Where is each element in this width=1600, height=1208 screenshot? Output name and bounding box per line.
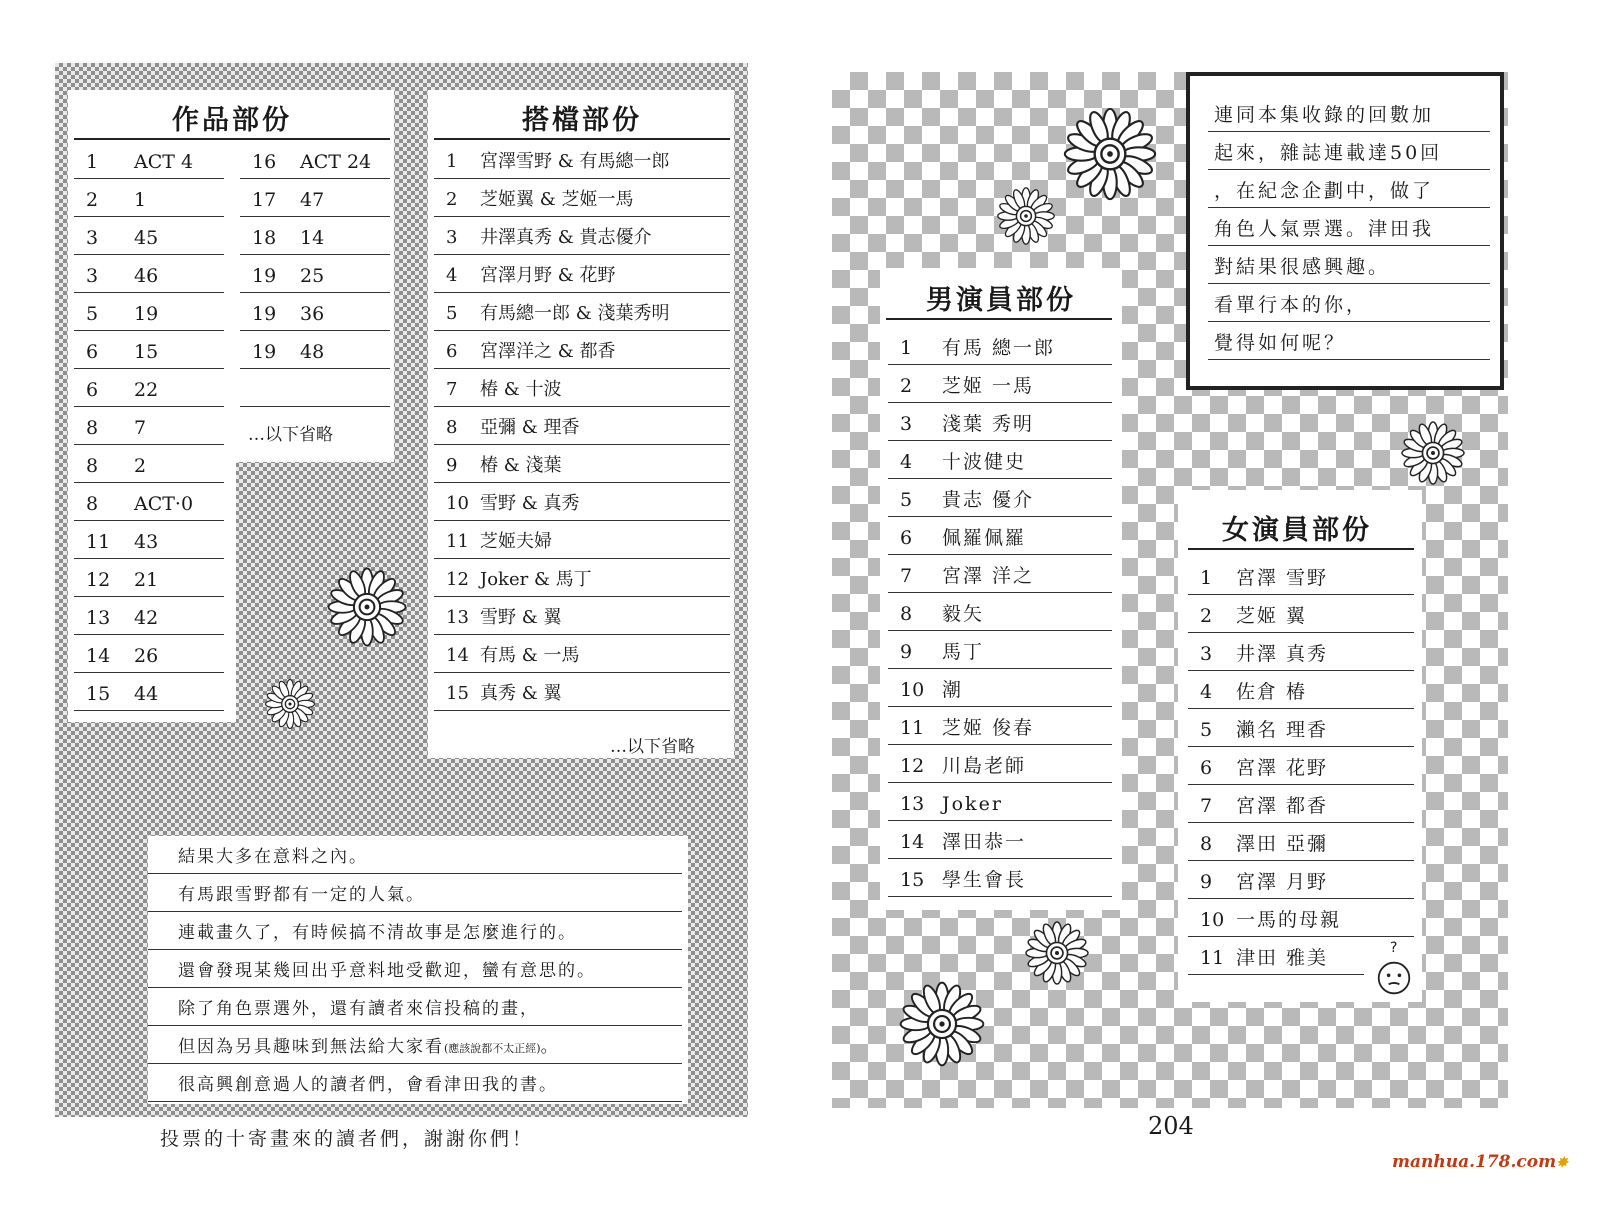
partner-row [434, 330, 730, 369]
male-name: 芝姬 一馬 [942, 375, 1035, 397]
female-actor-row [1188, 936, 1364, 975]
flower-icon [326, 566, 408, 648]
female-actor-row [1188, 670, 1414, 709]
flower-icon [996, 186, 1056, 246]
partner-rank: 9 [446, 455, 458, 476]
works-row [74, 178, 224, 217]
works-rank: 8 [86, 417, 99, 439]
female-rank: 11 [1200, 947, 1225, 969]
female-rank: 8 [1200, 833, 1213, 855]
flower-icon [1062, 106, 1158, 202]
partner-names: 芝姬翼 & 芝姬一馬 [480, 189, 634, 210]
works-rank: 3 [86, 227, 99, 249]
male-actor-row [888, 630, 1112, 669]
works-value: 21 [134, 569, 159, 591]
works-rank: 13 [86, 607, 111, 629]
works-title: 作品部份 [74, 98, 390, 140]
female-name: 宮澤 月野 [1236, 871, 1329, 893]
male-rank: 6 [900, 527, 913, 549]
partner-rank: 14 [446, 645, 469, 666]
female-actor-row [1188, 784, 1414, 823]
partner-row [434, 216, 730, 255]
male-rank: 11 [900, 717, 925, 739]
works-value: ACT 24 [300, 151, 372, 173]
works-row [74, 444, 224, 483]
works-row [240, 330, 390, 369]
male-actor-row [888, 668, 1112, 707]
intro-line: 看單行本的你， [1208, 284, 1490, 322]
comment-text: 除了角色票選外，還有讀者來信投稿的畫， [178, 999, 539, 1019]
intro-line: 連同本集收錄的回數加 [1208, 94, 1490, 132]
female-actor-row [1188, 822, 1414, 861]
male-actor-row [888, 744, 1112, 783]
works-rank: 19 [252, 303, 277, 325]
female-actor-row [1188, 594, 1414, 633]
comment-panel [148, 836, 688, 1104]
works-value: 45 [134, 227, 159, 249]
male-name: 宮澤 洋之 [942, 565, 1035, 587]
works-rank: 16 [252, 151, 277, 173]
works-rank: 18 [252, 227, 277, 249]
comment-text: 還會發現某幾回出乎意料地受歡迎，蠻有意思的。 [178, 961, 596, 981]
partner-rank: 7 [446, 379, 458, 400]
partner-row [434, 178, 730, 217]
male-rank: 13 [900, 793, 925, 815]
partner-names: 有馬 & 一馬 [480, 645, 580, 666]
works-rank: 1 [86, 151, 99, 173]
comment-line [148, 836, 682, 874]
male-title-rule [886, 318, 1112, 320]
male-rank: 9 [900, 641, 913, 663]
star-icon: ✸ [1556, 1155, 1568, 1171]
partner-row [434, 140, 730, 179]
comment-line [148, 950, 682, 988]
works-rank: 2 [86, 189, 99, 211]
works-value: 19 [134, 303, 159, 325]
works-row [240, 140, 390, 179]
works-value: 44 [134, 683, 159, 705]
works-value: 7 [134, 417, 147, 439]
partner-rank: 1 [446, 151, 458, 172]
thanks-footer: 投票的十寄畫來的讀者們，謝謝你們！ [160, 1128, 535, 1150]
male-name: 芝姬 俊春 [942, 717, 1035, 739]
partner-row [434, 254, 730, 293]
partner-names: 雪野 & 真秀 [480, 493, 580, 514]
male-rank: 5 [900, 489, 913, 511]
comment-aside: (應該說都不太正經) [444, 1042, 541, 1055]
works-value: 36 [300, 303, 325, 325]
male-name: 十波健史 [942, 451, 1027, 473]
comment-text: 連載畫久了，有時候搞不清故事是怎麼進行的。 [178, 923, 577, 943]
works-rank: 15 [86, 683, 111, 705]
male-name: Joker [942, 793, 1003, 815]
female-title-rule [1188, 548, 1414, 550]
male-actor-row [888, 554, 1112, 593]
male-actor-row [888, 364, 1112, 403]
partner-rank: 2 [446, 189, 458, 210]
female-name: 瀨名 理香 [1236, 719, 1329, 741]
female-name: 井澤 真秀 [1236, 643, 1329, 665]
intro-line: 角色人氣票選。津田我 [1208, 208, 1490, 246]
male-rank: 1 [900, 337, 913, 359]
partner-rank: 11 [446, 531, 469, 552]
male-name: 學生會長 [942, 869, 1027, 891]
partner-names: 宮澤雪野 & 有馬總一郎 [480, 151, 670, 172]
female-rank: 3 [1200, 643, 1213, 665]
watermark-text: manhua.178.com [1392, 1152, 1557, 1172]
intro-line: 對結果很感興趣。 [1208, 246, 1490, 284]
comment-text: 但因為另具趣味到無法給大家看 [178, 1037, 444, 1057]
male-actor-row [888, 820, 1112, 859]
partner-row [434, 444, 730, 483]
works-value: 43 [134, 531, 159, 553]
partner-row [434, 596, 730, 635]
works-row [74, 254, 224, 293]
works-rank: 8 [86, 455, 99, 477]
works-omitted-note: …以下省略 [248, 425, 333, 445]
works-row [74, 330, 224, 369]
works-value: ACT 4 [134, 151, 194, 173]
female-rank: 10 [1200, 909, 1225, 931]
male-name: 潮 [942, 679, 964, 701]
works-value: 47 [300, 189, 325, 211]
partner-names: 芝姬夫婦 [480, 531, 552, 552]
partner-names: 井澤真秀 & 貴志優介 [480, 227, 652, 248]
works-row [74, 292, 224, 331]
partner-names: 雪野 & 翼 [480, 607, 562, 628]
female-rank: 6 [1200, 757, 1213, 779]
works-value: 14 [300, 227, 325, 249]
partner-rank: 6 [446, 341, 458, 362]
watermark [1392, 1152, 1568, 1172]
works-rank: 19 [252, 265, 277, 287]
intro-box [1186, 72, 1504, 390]
comment-text: 結果大多在意料之內。 [178, 847, 368, 867]
works-row [74, 672, 224, 711]
partners-title: 搭檔部份 [434, 98, 730, 140]
partner-names: Joker & 馬丁 [480, 569, 592, 590]
female-name: 芝姬 翼 [1236, 605, 1308, 627]
female-rank: 4 [1200, 681, 1213, 703]
works-row-empty [240, 368, 390, 407]
female-name: 津田 雅美 [1236, 947, 1329, 969]
works-row [240, 292, 390, 331]
male-name: 有馬 總一郎 [942, 337, 1056, 359]
works-row [74, 216, 224, 255]
question-mark: ? [1390, 940, 1398, 956]
works-rank: 14 [86, 645, 111, 667]
works-rank: 12 [86, 569, 111, 591]
smiley-face-icon [1376, 960, 1412, 1000]
male-actor-row [888, 478, 1112, 517]
male-name: 佩羅佩羅 [942, 527, 1027, 549]
works-row [74, 406, 224, 445]
male-actor-row [888, 326, 1112, 365]
works-row [74, 520, 224, 559]
male-rank: 2 [900, 375, 913, 397]
works-row [240, 254, 390, 293]
works-row [74, 634, 224, 673]
works-value: 26 [134, 645, 159, 667]
works-row [74, 140, 224, 179]
male-rank: 10 [900, 679, 925, 701]
female-rank: 2 [1200, 605, 1213, 627]
partner-rank: 15 [446, 683, 469, 704]
male-name: 貴志 優介 [942, 489, 1035, 511]
works-rank: 8 [86, 493, 99, 515]
intro-line: ，在紀念企劃中，做了 [1208, 170, 1490, 208]
works-row [74, 558, 224, 597]
comment-line [148, 1064, 682, 1102]
male-name: 毅矢 [942, 603, 985, 625]
male-title: 男演員部份 [926, 285, 1076, 316]
works-row [74, 368, 224, 407]
male-actor-row [888, 516, 1112, 555]
partner-names: 宮澤月野 & 花野 [480, 265, 616, 286]
male-actor-row [888, 592, 1112, 631]
male-rank: 4 [900, 451, 913, 473]
female-rank: 5 [1200, 719, 1213, 741]
works-row [240, 178, 390, 217]
partner-rank: 8 [446, 417, 458, 438]
flower-icon [1400, 420, 1466, 486]
works-rank: 19 [252, 341, 277, 363]
comment-line [148, 874, 682, 912]
intro-line: 起來，雜誌連載達50回 [1208, 132, 1490, 170]
female-actor-row [1188, 746, 1414, 785]
female-actor-row [1188, 632, 1414, 671]
works-rank: 3 [86, 265, 99, 287]
flower-icon [898, 980, 986, 1068]
female-rank: 9 [1200, 871, 1213, 893]
partner-row [434, 292, 730, 331]
page-number: 204 [1148, 1112, 1194, 1140]
comment-text: 有馬跟雪野都有一定的人氣。 [178, 885, 425, 905]
partner-row [434, 672, 730, 711]
comment-text: 很高興創意過人的讀者們，會看津田我的書。 [178, 1075, 558, 1095]
works-row [240, 216, 390, 255]
partner-rank: 10 [446, 493, 469, 514]
female-name: 一馬的母親 [1236, 909, 1342, 931]
partner-names: 椿 & 淺葉 [480, 455, 562, 476]
partner-names: 亞彌 & 理香 [480, 417, 580, 438]
flower-icon [264, 678, 316, 730]
male-name: 澤田恭一 [942, 831, 1027, 853]
female-actor-row [1188, 556, 1414, 595]
works-value: 25 [300, 265, 325, 287]
male-rank: 14 [900, 831, 925, 853]
male-actor-row [888, 402, 1112, 441]
works-row [74, 596, 224, 635]
comment-line [148, 912, 682, 950]
comment-line [148, 988, 682, 1026]
works-rank: 17 [252, 189, 277, 211]
male-actor-row [888, 440, 1112, 479]
male-actor-row [888, 706, 1112, 745]
female-name: 澤田 亞彌 [1236, 833, 1329, 855]
partner-row [434, 406, 730, 445]
works-rank: 5 [86, 303, 99, 325]
partner-row [434, 368, 730, 407]
works-value: 48 [300, 341, 325, 363]
partner-names: 真秀 & 翼 [480, 683, 562, 704]
works-value: ACT·0 [134, 493, 194, 515]
works-rank: 6 [86, 341, 99, 363]
works-rank: 6 [86, 379, 99, 401]
female-actor-row [1188, 708, 1414, 747]
female-rank: 1 [1200, 567, 1213, 589]
partner-row [434, 558, 730, 597]
partner-names: 有馬總一郎 & 淺葉秀明 [480, 303, 670, 324]
works-value: 46 [134, 265, 159, 287]
partner-row [434, 482, 730, 521]
partner-row [434, 634, 730, 673]
female-name: 宮澤 都香 [1236, 795, 1329, 817]
comment-line [148, 1026, 682, 1064]
partner-rank: 4 [446, 265, 458, 286]
flower-icon [1024, 920, 1090, 986]
male-name: 淺葉 秀明 [942, 413, 1035, 435]
works-value: 42 [134, 607, 159, 629]
female-name: 宮澤 花野 [1236, 757, 1329, 779]
comment-aside-end: 。 [540, 1037, 560, 1057]
partner-rank: 5 [446, 303, 458, 324]
female-name: 宮澤 雪野 [1236, 567, 1329, 589]
works-value: 2 [134, 455, 147, 477]
partner-rank: 12 [446, 569, 469, 590]
partner-rank: 3 [446, 227, 458, 248]
partner-row [434, 520, 730, 559]
works-value: 15 [134, 341, 159, 363]
male-rank: 15 [900, 869, 925, 891]
partner-rank: 13 [446, 607, 469, 628]
male-rank: 3 [900, 413, 913, 435]
works-rank: 11 [86, 531, 111, 553]
female-title: 女演員部份 [1222, 515, 1372, 546]
partners-omitted-note: …以下省略 [610, 737, 695, 757]
male-actor-row [888, 782, 1112, 821]
works-value: 22 [134, 379, 159, 401]
male-name: 馬丁 [942, 641, 985, 663]
works-value: 1 [134, 189, 147, 211]
female-actor-row [1188, 860, 1414, 899]
male-rank: 12 [900, 755, 925, 777]
partner-names: 椿 & 十波 [480, 379, 562, 400]
partner-names: 宮澤洋之 & 都香 [480, 341, 616, 362]
male-name: 川島老師 [942, 755, 1027, 777]
female-name: 佐倉 椿 [1236, 681, 1308, 703]
intro-line: 覺得如何呢？ [1208, 322, 1490, 360]
female-rank: 7 [1200, 795, 1213, 817]
female-actor-row [1188, 898, 1414, 937]
male-rank: 8 [900, 603, 913, 625]
male-rank: 7 [900, 565, 913, 587]
male-actor-row [888, 858, 1112, 897]
works-row [74, 482, 224, 521]
